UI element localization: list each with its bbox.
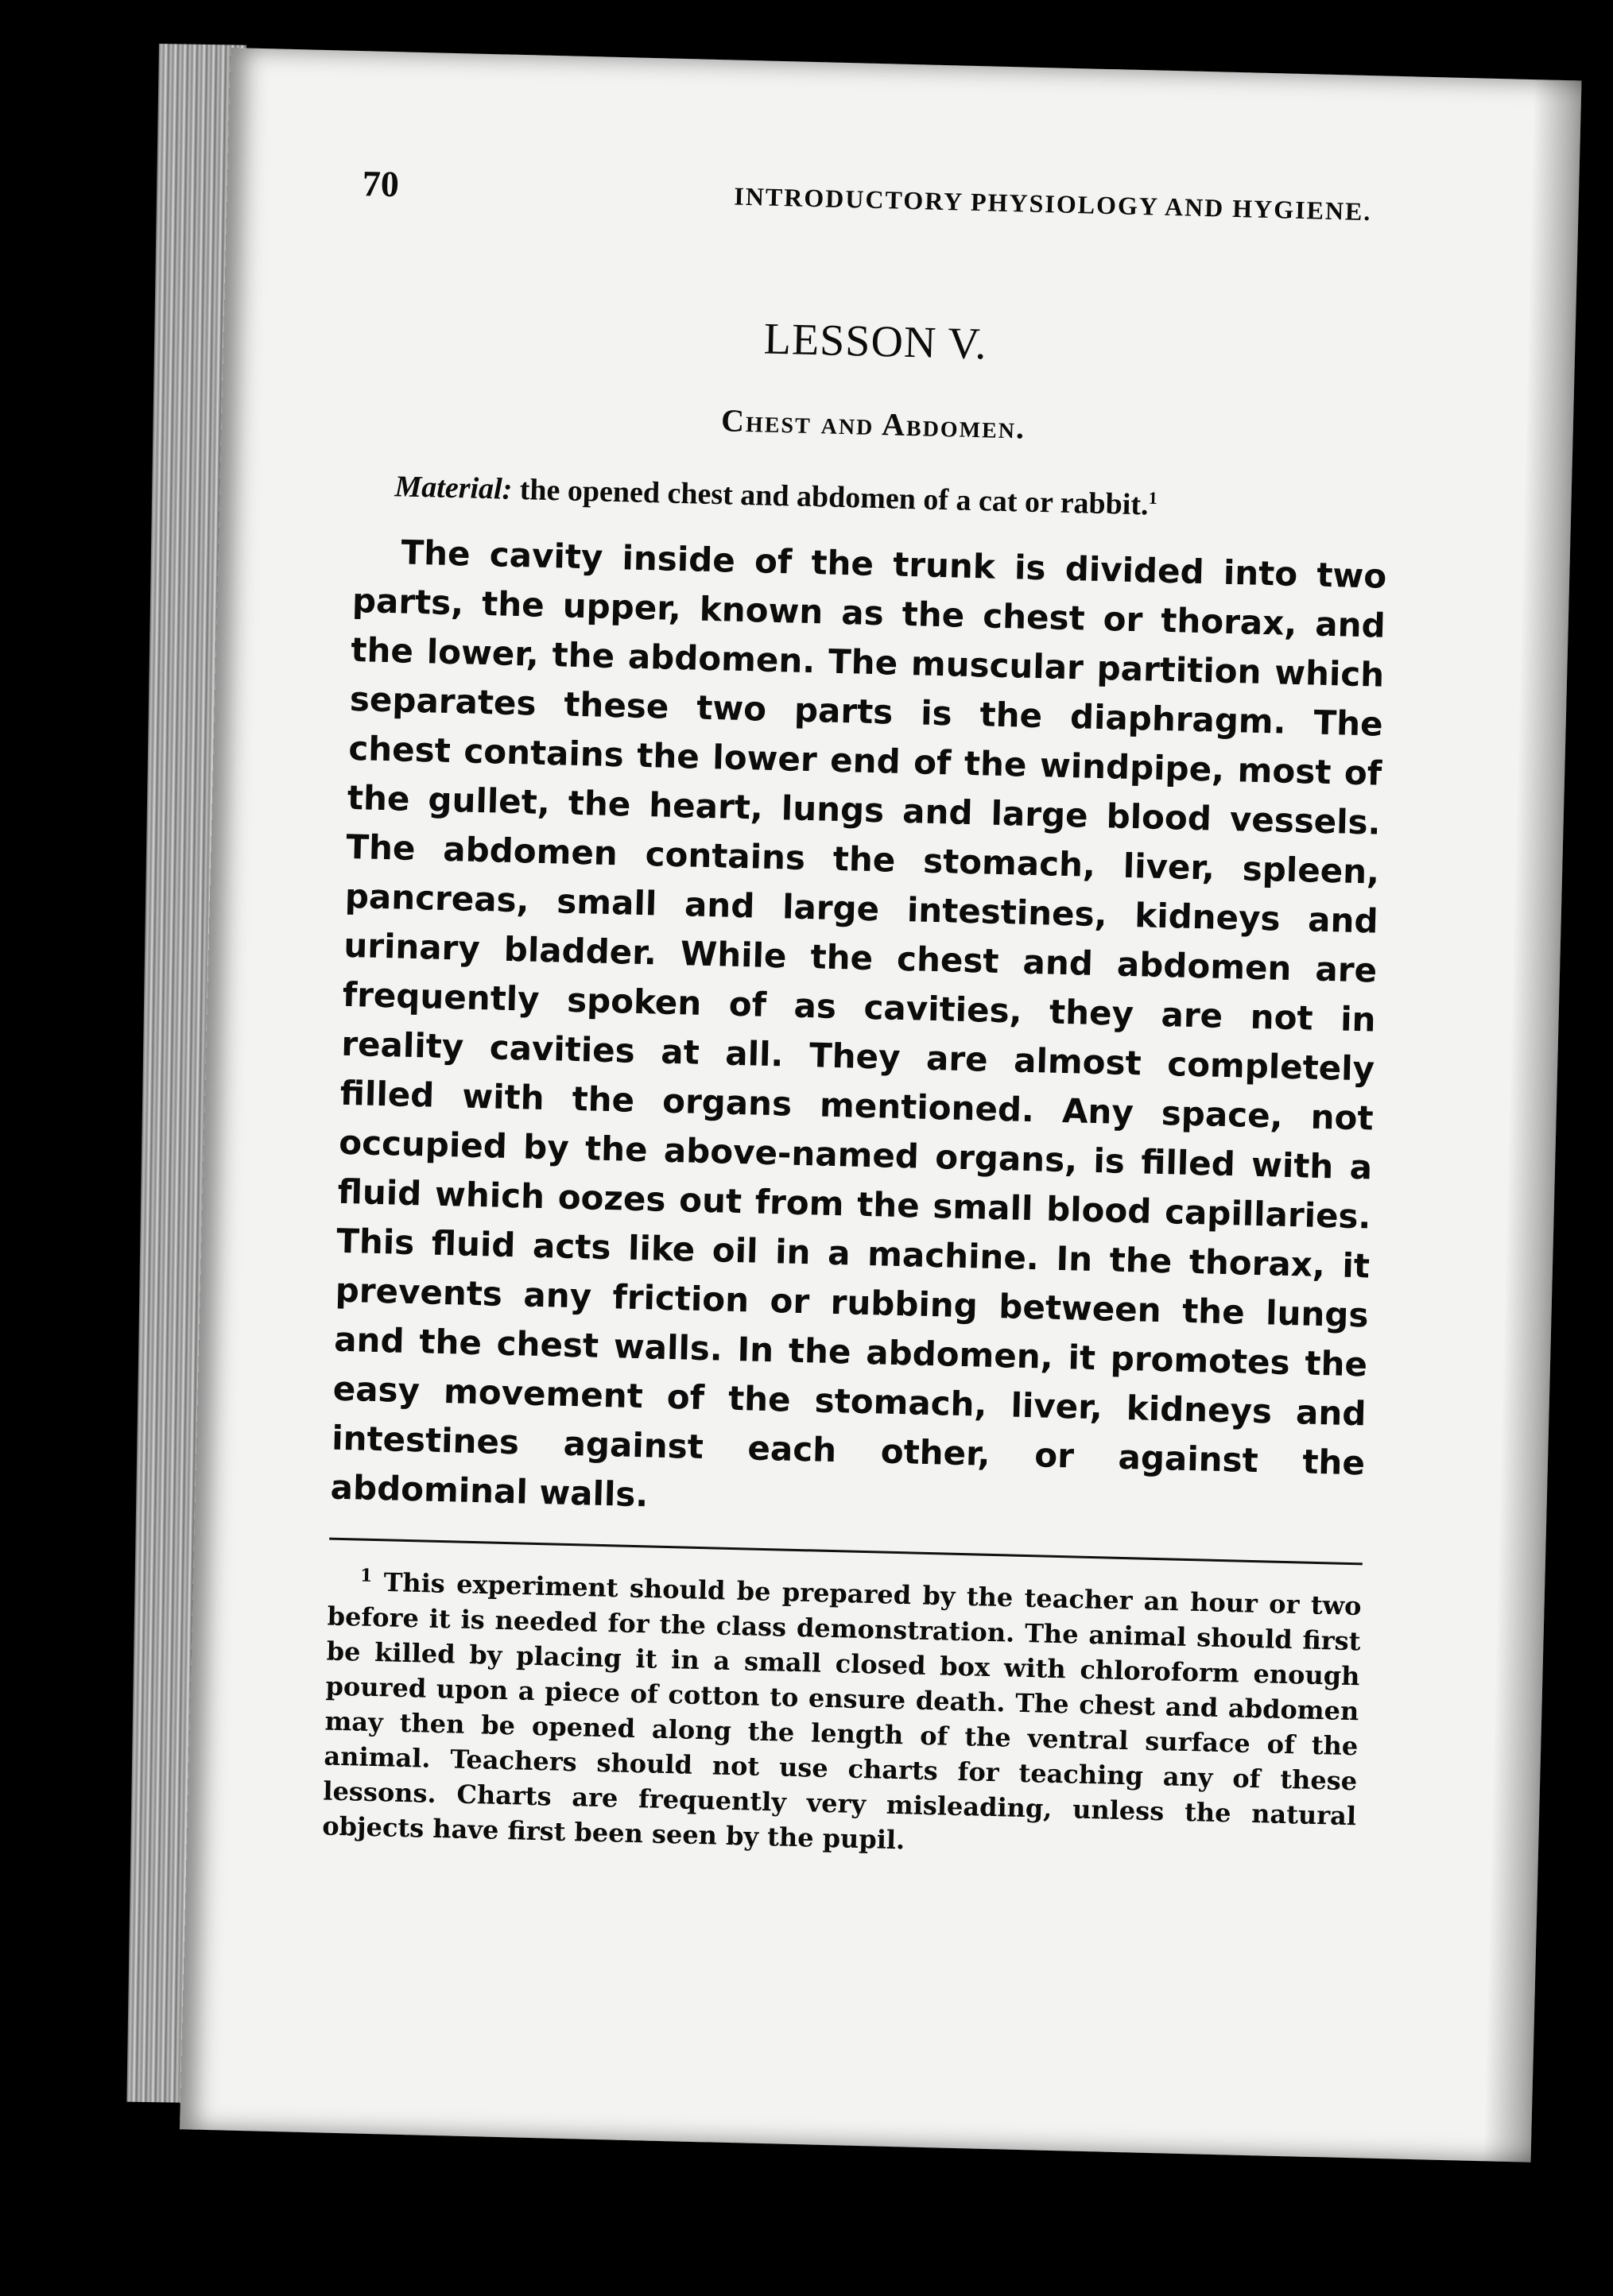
- material-line: [394, 469, 1389, 529]
- material-label: Material:: [394, 470, 513, 506]
- footnote-reference: 1: [1148, 487, 1158, 508]
- page-content: [322, 162, 1396, 1868]
- lesson-title: LESSON V.: [763, 314, 988, 370]
- gutter-shadow: [1483, 79, 1581, 2162]
- body-paragraph: The cavity inside of the trunk is divided into two parts, the upper, known as the chest or thorax, and the lower, the abdomen. The muscular partition which separates these two parts is the diaphragm. The chest contains the lower end of the windpipe, most of the gullet, the heart, lungs and large blood vessels. The abdomen contains the stomach, liver, spleen, pancreas, small and large intestines, kidneys and urinary bladder. While the chest and abdomen are frequently spoken of as cavities, they are not in reality cavities at all. They are almost completely filled with the organs mentioned. Any space, not occupied by the above-named organs, is filled with a fluid which oozes out from the small blood capillaries. This fluid acts like oil in a machine. In the thorax, it prevents any friction or rubbing between the lungs and the chest walls. In the abdomen, it promotes the easy movement of the stomach, liver, kidneys and intestines against each other, or against the abdominal walls.: [330, 532, 1387, 1515]
- footnote-mark: 1: [359, 1565, 373, 1586]
- footnote: [322, 1558, 1362, 1868]
- book-page: [180, 48, 1582, 2162]
- running-head: [362, 162, 1396, 230]
- page-number: 70: [362, 163, 400, 205]
- section-title: Chest and Abdomen.: [720, 402, 1026, 446]
- running-title: INTRODUCTORY PHYSIOLOGY AND HYGIENE.: [733, 181, 1372, 227]
- footnote-text: This experiment should be prepared by the teacher an hour or two before it is needed for the class demonstration. The animal should first be killed by placing it in a small closed box with chloroform enough poured upon a piece of cotton to ensure death. The chest and abdomen may then be opened along the length of the ventral surface of the animal. Teachers should not use charts for teaching any of these lessons. Charts are frequently very misleading, unless the natural objects have first been seen by the pupil.: [321, 1566, 1362, 1856]
- material-text: the opened chest and abdomen of a cat or rabbit.: [519, 473, 1150, 522]
